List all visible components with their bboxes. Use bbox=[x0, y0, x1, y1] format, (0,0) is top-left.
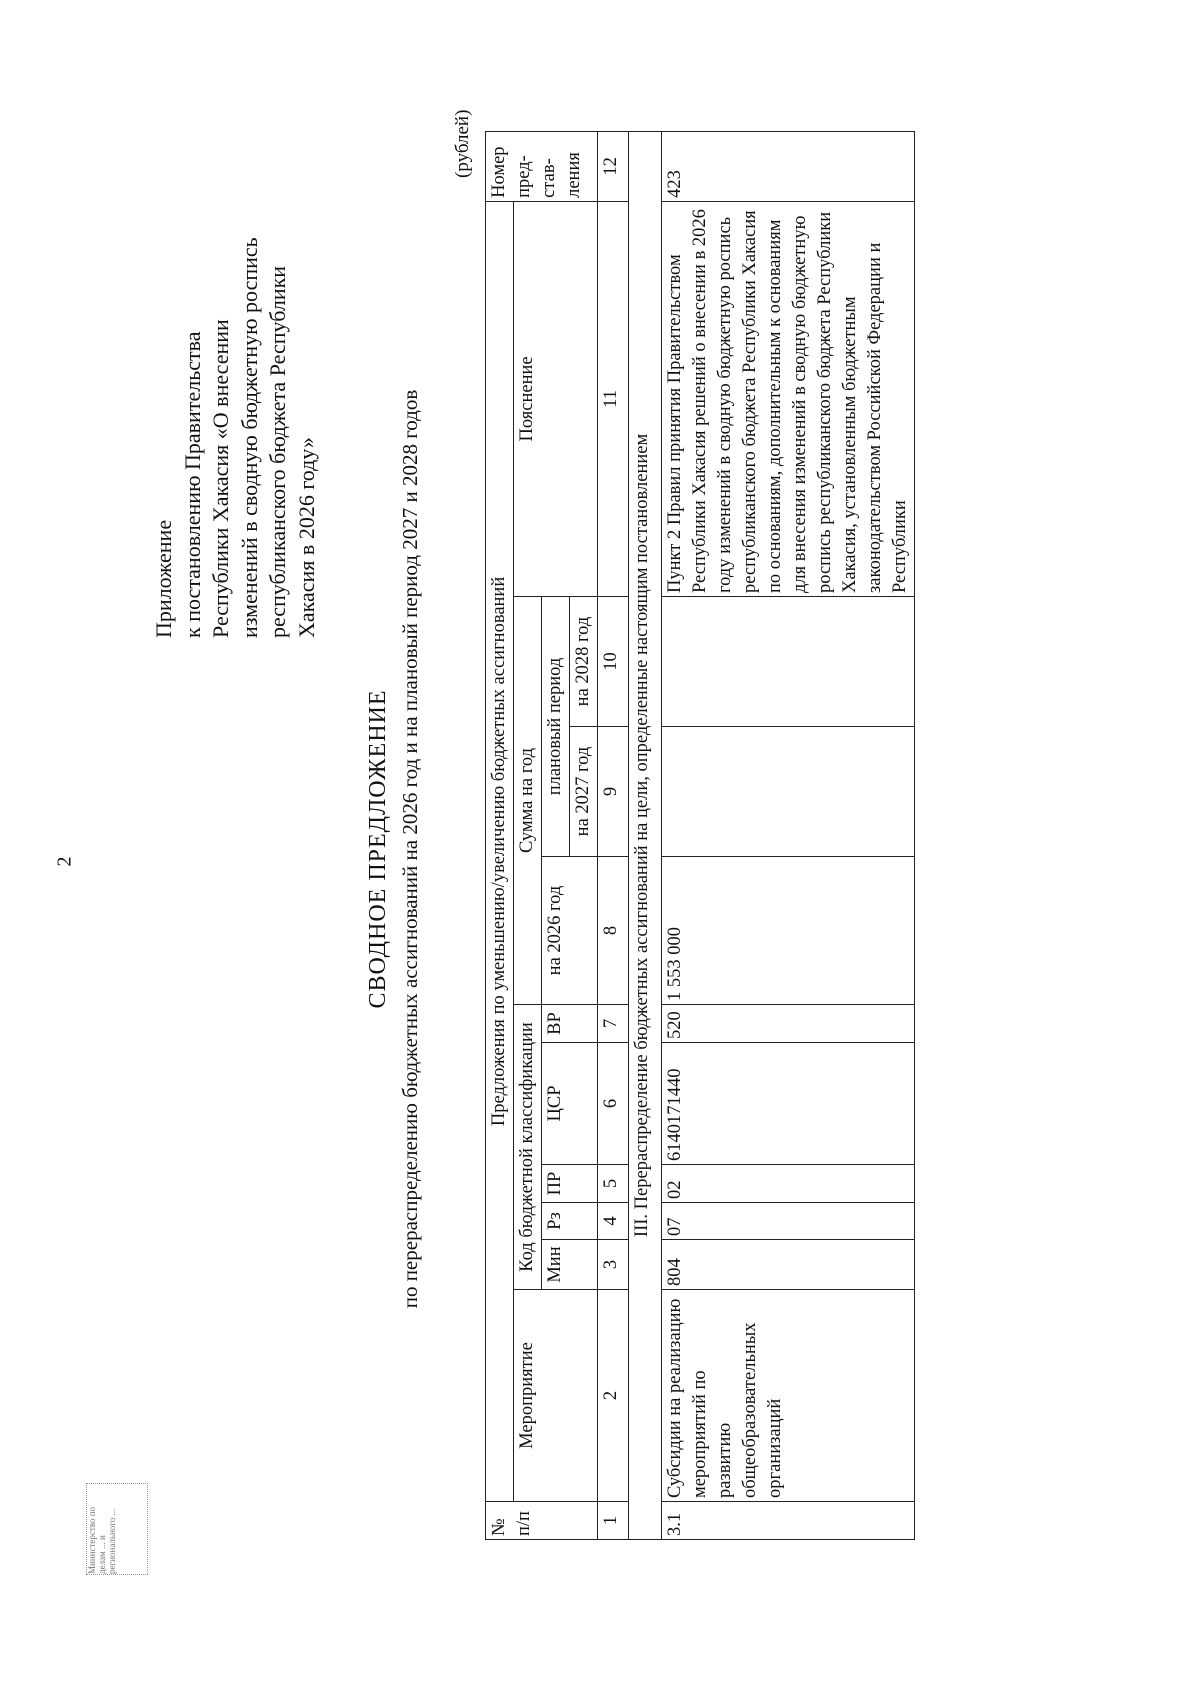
col-number: 5 bbox=[598, 1165, 629, 1203]
header-plan: плановый период bbox=[542, 597, 570, 857]
header-event: Мероприятие bbox=[514, 1290, 598, 1502]
col-number: 1 bbox=[598, 1502, 629, 1540]
header-rep: Номер пред- став- ления bbox=[486, 131, 598, 201]
document-subtitle: по перераспределению бюджетных ассигнований на 2026 год и на плановый период 2027 и 2028 годов bbox=[398, 389, 422, 1309]
row-vr: 520 bbox=[662, 1005, 915, 1043]
row-min: 804 bbox=[662, 1240, 915, 1290]
col-number: 12 bbox=[598, 131, 629, 201]
row-note: Пункт 2 Правил принятия Правительством Республики Хакасия решений о внесении в 2026 году изменений в сводную бюджетную роспись республиканского бюджета Республики Хакасия по основаниям, дополнительным к основаниям для внесения изменений в сводную бюджетную роспись республиканского бюджета Республики Хакасия, установленным бюджетным законодательством Российской Федерации и Республики bbox=[662, 201, 915, 596]
header-sum: Сумма на год bbox=[514, 597, 542, 1005]
row-rz: 07 bbox=[662, 1203, 915, 1240]
units-label: (рублей) bbox=[452, 109, 473, 178]
header-min: Мин bbox=[542, 1240, 598, 1290]
col-number: 9 bbox=[598, 727, 629, 857]
header-code: Код бюджетной классификации bbox=[514, 1005, 542, 1290]
appendix-line: к постановлению Правительства bbox=[179, 331, 205, 638]
appendix-line: Республики Хакасия «О внесении bbox=[208, 319, 233, 638]
col-number: 11 bbox=[598, 201, 629, 596]
appendix-line: изменений в сводную бюджетную роспись bbox=[236, 237, 262, 638]
row-event: Субсидии на реализацию мероприятий по развитию общеобразовательных организаций bbox=[662, 1290, 915, 1502]
row-2026: 1 553 000 bbox=[662, 857, 915, 1005]
header-main: Предложения по уменьшению/увеличению бюджетных ассигнований bbox=[486, 201, 514, 1501]
col-number: 7 bbox=[598, 1005, 629, 1043]
header-pr: ПР bbox=[542, 1165, 598, 1203]
row-csr: 6140171440 bbox=[662, 1043, 915, 1165]
col-number: 10 bbox=[598, 597, 629, 727]
header-2028: на 2028 год bbox=[570, 597, 598, 727]
document-title: СВОДНОЕ ПРЕДЛОЖЕНИЕ bbox=[365, 689, 391, 1009]
appendix-line: республиканского бюджета Республики bbox=[265, 265, 290, 638]
allocations-table bbox=[485, 131, 915, 1540]
registration-stamp: Министерство по делам ... и регионального ... bbox=[86, 1483, 148, 1575]
table-row bbox=[662, 131, 915, 1539]
header-csr: ЦСР bbox=[542, 1043, 598, 1165]
header-2026: на 2026 год bbox=[542, 857, 598, 1005]
header-note: Пояснение bbox=[514, 201, 598, 596]
page-number: 2 bbox=[53, 856, 76, 867]
col-number: 8 bbox=[598, 857, 629, 1005]
header-rz: Рз bbox=[542, 1203, 598, 1240]
appendix-line: Хакасия в 2026 году» bbox=[293, 437, 319, 638]
col-number: 4 bbox=[598, 1203, 629, 1240]
row-rep: 423 bbox=[662, 131, 915, 201]
col-number: 2 bbox=[598, 1290, 629, 1502]
col-number: 6 bbox=[598, 1043, 629, 1165]
header-vr: ВР bbox=[542, 1005, 598, 1043]
row-pr: 02 bbox=[662, 1165, 915, 1203]
header-2027: на 2027 год bbox=[570, 727, 598, 857]
header-no: № п/п bbox=[486, 1502, 598, 1540]
row-2027 bbox=[662, 727, 915, 857]
row-no: 3.1 bbox=[662, 1502, 915, 1540]
col-number: 3 bbox=[598, 1240, 629, 1290]
appendix-line: Приложение bbox=[151, 519, 176, 638]
section-heading: III. Перераспределение бюджетных ассигнований на цели, определенные настоящим постановлением bbox=[629, 131, 662, 1539]
appendix-block bbox=[150, 178, 321, 638]
row-2028 bbox=[662, 597, 915, 727]
